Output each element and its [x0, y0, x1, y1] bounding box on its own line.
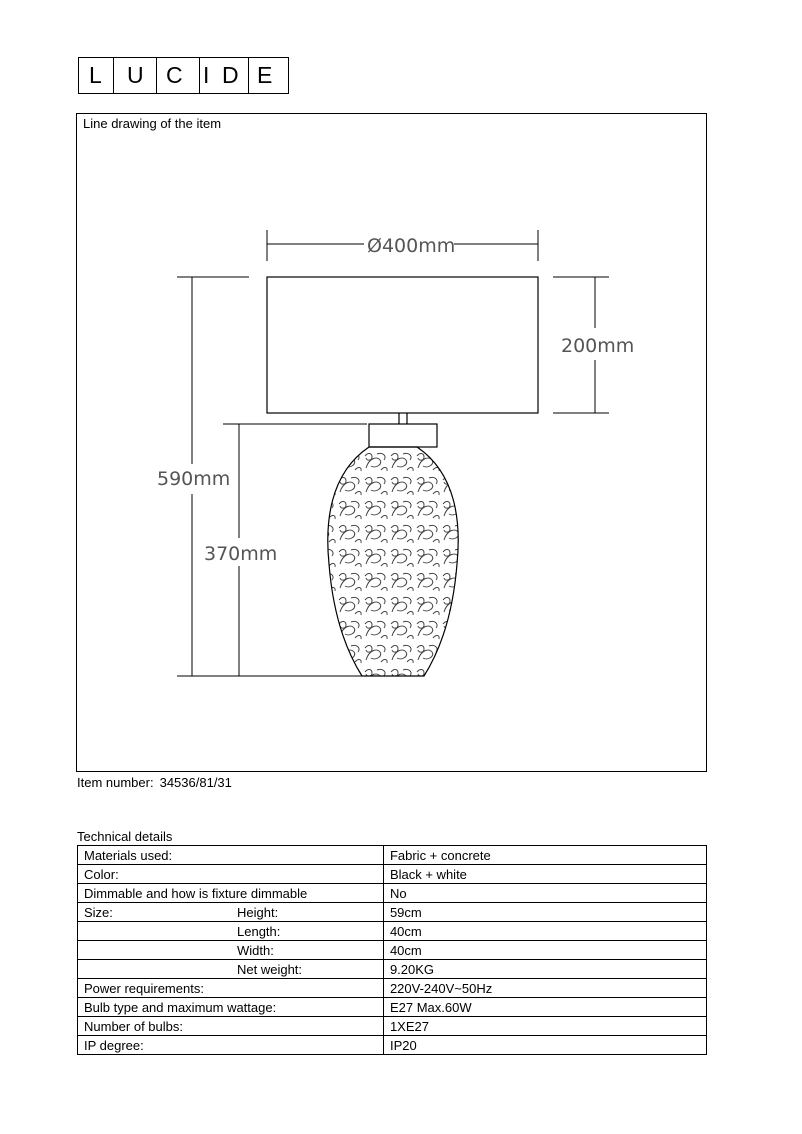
spec-value: 9.20KG: [383, 960, 706, 979]
spec-sublabel: Width:: [237, 943, 274, 958]
table-row: [78, 865, 707, 884]
spec-label-text: Power requirements:: [84, 980, 204, 996]
spec-label-text: Materials used:: [84, 847, 173, 863]
logo-letter: L: [89, 62, 102, 88]
spec-label: [78, 1036, 384, 1055]
lamp-base: [328, 447, 458, 676]
spec-sublabel: Net weight:: [237, 962, 303, 977]
table-row: [78, 979, 707, 998]
logo-letter: D: [222, 62, 239, 88]
logo-divider: [113, 58, 114, 93]
spec-label: [78, 846, 384, 865]
spec-label-text: Size:: [84, 904, 113, 920]
table-row: [78, 903, 707, 922]
spec-value: E27 Max.60W: [383, 998, 706, 1017]
drawing-title: Line drawing of the item: [83, 116, 222, 131]
logo-letter: I: [203, 62, 210, 88]
lamp-shade: [267, 277, 538, 413]
spec-label-text: Dimmable and how is fixture dimmable: [84, 885, 308, 901]
dim-diameter: Ø400mm: [367, 235, 456, 257]
table-row: [78, 998, 707, 1017]
logo-letter: E: [257, 62, 273, 88]
table-row: [78, 960, 707, 979]
logo-letter: C: [166, 62, 183, 88]
technical-details-table: [77, 845, 707, 1055]
spec-label-text: Color:: [84, 866, 119, 882]
item-number: [77, 775, 232, 790]
logo-divider: [248, 58, 249, 93]
spec-value: IP20: [383, 1036, 706, 1055]
lamp-cap: [369, 424, 437, 447]
spec-value: 220V-240V~50Hz: [383, 979, 706, 998]
item-number-value: 34536/81/31: [159, 775, 232, 790]
table-row: [78, 922, 707, 941]
dim-base-height: 370mm: [204, 543, 278, 565]
spec-value: 1XE27: [383, 1017, 706, 1036]
logo-divider: [156, 58, 157, 93]
spec-value: 40cm: [383, 941, 706, 960]
spec-label: [78, 884, 384, 903]
logo-letter: U: [127, 62, 144, 88]
table-row: [78, 884, 707, 903]
spec-label: [78, 998, 384, 1017]
spec-label: [78, 903, 384, 922]
dim-shade-height: 200mm: [561, 335, 635, 357]
spec-value: Black + white: [383, 865, 706, 884]
spec-label-text: Number of bulbs:: [84, 1018, 183, 1034]
spec-label: [78, 941, 384, 960]
brand-logo: [78, 57, 289, 94]
spec-sublabel: Height:: [237, 905, 279, 920]
dim-total-height: 590mm: [157, 468, 231, 490]
spec-sublabel: Length:: [237, 924, 281, 939]
spec-label-text: Bulb type and maximum wattage:: [84, 999, 277, 1015]
spec-label: [78, 979, 384, 998]
table-row: [78, 1017, 707, 1036]
logo-divider: [199, 58, 200, 93]
technical-details-title: Technical details: [77, 829, 173, 844]
spec-value: No: [383, 884, 706, 903]
spec-label: [78, 865, 384, 884]
spec-label: [78, 960, 384, 979]
lamp-line-drawing: [77, 114, 708, 773]
table-row: [78, 941, 707, 960]
table-row: [78, 1036, 707, 1055]
table-row: [78, 846, 707, 865]
spec-value: Fabric + concrete: [383, 846, 706, 865]
spec-value: 59cm: [383, 903, 706, 922]
spec-label: [78, 1017, 384, 1036]
spec-label: [78, 922, 384, 941]
spec-label-text: IP degree:: [84, 1037, 144, 1053]
item-number-label: Item number:: [77, 775, 154, 790]
drawing-frame: [76, 113, 707, 772]
spec-value: 40cm: [383, 922, 706, 941]
